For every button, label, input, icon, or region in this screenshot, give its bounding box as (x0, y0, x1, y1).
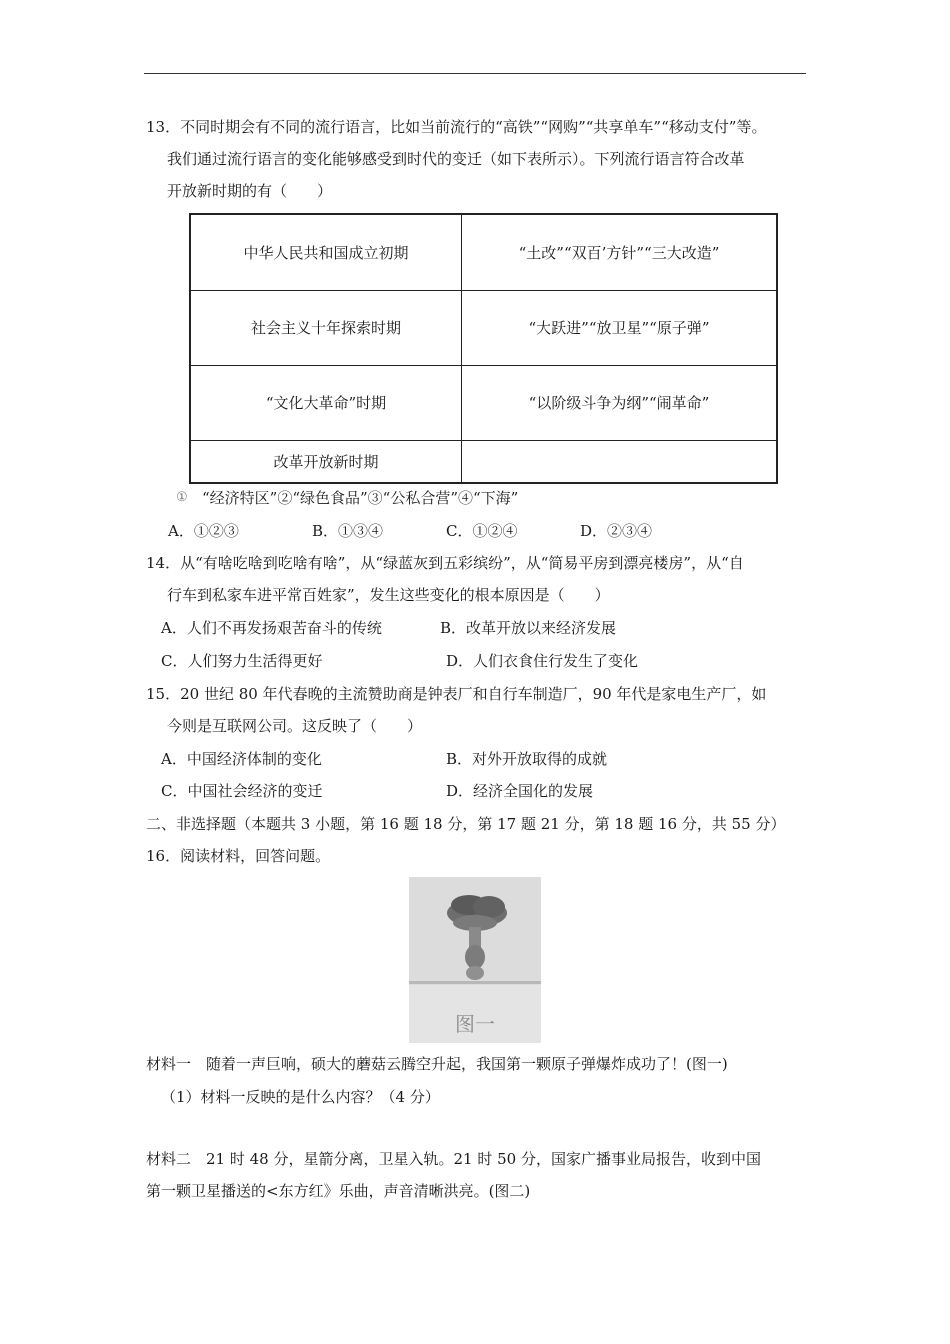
option-a[interactable]: A．中国经济体制的变化 (161, 750, 322, 768)
q14-line-1: 14．从“有啥吃啥到吃啥有啥”，从“绿蓝灰到五彩缤纷”，从“简易平房到漂亮楼房”，从“自 (146, 554, 744, 572)
q13-line-2: 我们通过流行语言的变化能够感受到时代的变迁（如下表所示）。下列流行语言符合改革 (167, 150, 745, 168)
figure-caption: 图一 (455, 1012, 495, 1036)
period-cell: 中华人民共和国成立初期 (190, 214, 462, 290)
q14-line-2: 行车到私家车进平常百姓家”，发生这些变化的根本原因是（ ） (167, 586, 610, 604)
q13-line-3: 开放新时期的有（ ） (167, 182, 333, 200)
q13-line-1: 13．不同时期会有不同的流行语言，比如当前流行的“高铁”“网购”“共享单车”“移动支付”等。 (146, 118, 767, 136)
phrases-cell: “大跃进”“放卫星”“原子弹” (462, 290, 778, 365)
material-2-line-2: 第一颗卫星播送的<东方红》乐曲，声音清晰洪亮。(图二) (146, 1182, 531, 1200)
option-d[interactable]: D．②③④ (580, 522, 653, 540)
option-b[interactable]: B．对外开放取得的成就 (446, 750, 608, 768)
q13-items: “经济特区”②“绿色食品”③“公私合营”④“下海” (202, 489, 519, 507)
option-c[interactable]: C．中国社会经济的变迁 (161, 782, 323, 800)
q16-title: 16．阅读材料，回答问题。 (146, 847, 331, 865)
section-heading: 二、非选择题（本题共 3 小题，第 16 题 18 分，第 17 题 21 分，第 18 题 16 分，共 55 分） (146, 815, 786, 833)
q15-line-1: 15．20 世纪 80 年代春晚的主流赞助商是钟表厂和自行车制造厂，90 年代是家电生产厂，如 (146, 685, 767, 703)
option-c[interactable]: C．人们努力生活得更好 (161, 652, 323, 670)
era-phrases-table (189, 213, 778, 484)
mushroom-cloud-photo (409, 877, 541, 1043)
material-2-line-1: 材料二 21 时 48 分，星箭分离，卫星入轨。21 时 50 分，国家广播事业局报告，收到中国 (146, 1150, 761, 1168)
option-a[interactable]: A．人们不再发扬艰苦奋斗的传统 (161, 619, 382, 637)
table-row (190, 365, 777, 440)
phrases-cell (462, 440, 778, 483)
table-row (190, 214, 777, 290)
question-1: （1）材料一反映的是什么内容？（4 分） (161, 1088, 440, 1106)
option-a[interactable]: A．①②③ (168, 522, 239, 540)
period-cell: 社会主义十年探索时期 (190, 290, 462, 365)
option-c[interactable]: C．①②④ (446, 522, 518, 540)
table-row (190, 290, 777, 365)
period-cell: “文化大革命”时期 (190, 365, 462, 440)
items-marker: ① (176, 490, 188, 505)
option-b[interactable]: B．改革开放以来经济发展 (440, 619, 617, 637)
option-d[interactable]: D．经济全国化的发展 (446, 782, 594, 800)
table-row (190, 440, 777, 483)
material-1: 材料一 随着一声巨响，硕大的蘑菇云腾空升起，我国第一颗原子弹爆炸成功了！(图一) (146, 1055, 728, 1073)
q15-line-2: 今则是互联网公司。这反映了（ ） (167, 717, 423, 735)
option-d[interactable]: D．人们衣食住行发生了变化 (446, 652, 639, 670)
phrases-cell: “以阶级斗争为纲”“闹革命” (462, 365, 778, 440)
phrases-cell: “土改”“双百’方针”“三大改造” (462, 214, 778, 290)
period-cell: 改革开放新时期 (190, 440, 462, 483)
option-b[interactable]: B．①③④ (312, 522, 384, 540)
header-rule (144, 73, 806, 74)
